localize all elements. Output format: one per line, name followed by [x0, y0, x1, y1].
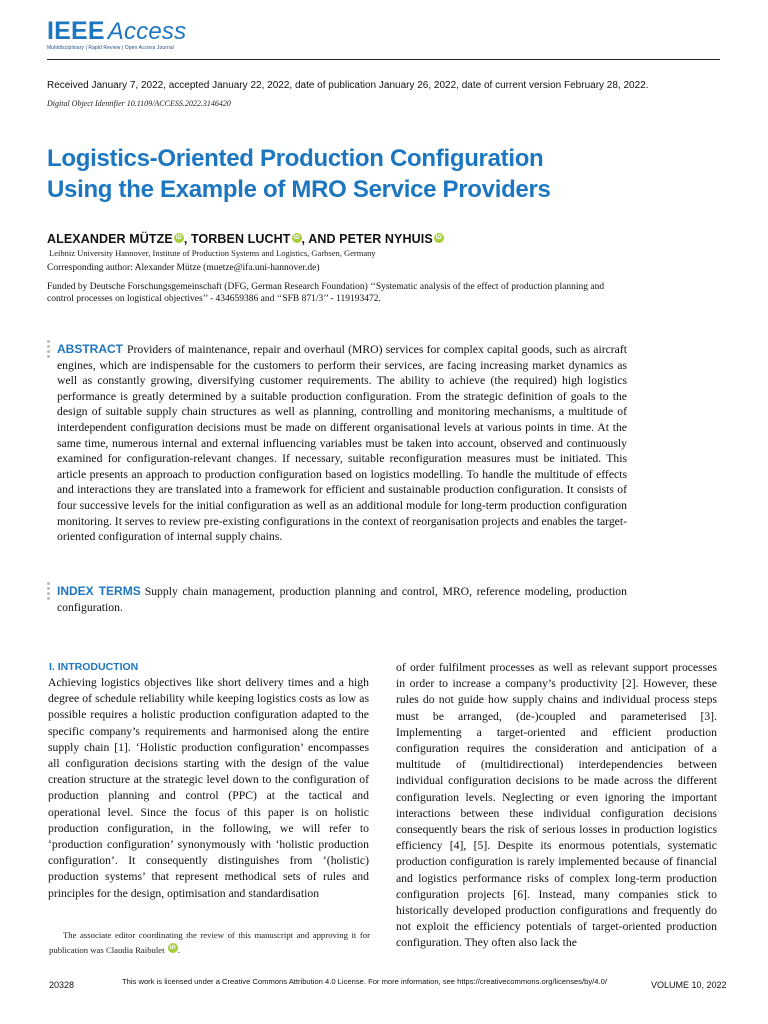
page-number: 20328: [49, 980, 75, 990]
body-column-right: of order fulfilment processes as well as relevant support processes in order to increase a company’s productivity [2]. However, these rules do not guide how supply chains and individual process steps must be arranged, (de-)coupled and parameterised [3]. Implementing a target-oriented and efficient production configuration requires the consideration and anticipation of a multitude of (multidirectional) interdependencies between individual configuration decisions to be made across the different configuration levels. Neglecting or even ignoring the important interactions between these individual configuration decisions consequently bears the risk of serious losses in production logistics efficiency [4], [5]. Despite its enormous potentials, systematic production configuration is rarely implemented because of financial and logistics performance risks of complex long-term production configuration projects [6]. Instead, many companies stick to historically developed production configurations and frequently do not exploit the efficiency potentials of target-oriented production configuration. They often also lack the: [396, 661, 717, 950]
abstract-label: ABSTRACT: [57, 342, 123, 356]
doi-line: Digital Object Identifier 10.1109/ACCESS.2022.3146420: [47, 99, 231, 108]
journal-tagline: Multidisciplinary | Rapid Review | Open Access Journal: [47, 45, 174, 51]
orcid-icon[interactable]: iD: [175, 235, 182, 241]
index-terms: [57, 584, 627, 615]
received-dates: Received January 7, 2022, accepted January 22, 2022, date of publication January 26, 2022, date of current version February 28, 2022.: [47, 80, 649, 91]
license-notice[interactable]: This work is licensed under a Creative Commons Attribution 4.0 License. For more information, see https://creativecommons.org/licenses/by/4.0/: [122, 977, 607, 986]
affiliation: Leibniz University Hannover, Institute of Production Systems and Logistics, Garbsen, Germany: [49, 248, 376, 258]
editor-footnote: The associate editor coordinating the review of this manuscript and approving it for publication was Claudia Raibulet iD .: [49, 930, 370, 955]
section-heading: I. INTRODUCTION: [49, 661, 139, 673]
abstract-dots-icon: [47, 340, 50, 360]
abstract: [57, 342, 627, 545]
abstract-text: Providers of maintenance, repair and overhaul (MRO) services for complex capital goods, such as aircraft engines, which are indispensable for the customers to perform their services, are facing increasing market dynamics as well as constantly growing, diversifying customer requirements. The ability to achieve (the required) high logistics performance is greatly determined by a suitable production configuration. From the strategic definition of goals to the design of suitable supply chain structures as well as planning, controlling and monitoring mechanisms, a multitude of interdependent configuration decisions must be made on different organisational levels at various points in time. At the same time, numerous internal and external influencing variables must be taken into account, observed and continuously examined for configuration-relevant changes. If necessary, suitable reconfiguration measures must be initiated. This article presents an approach to production configuration based on logistics modelling. To handle the multitude of effects and interactions they are translated into a framework for efficient and sustainable production configuration. It consists of four successive levels for the initial configuration as well as an additional module for long-term production configuration monitoring. It serves to review pre-existing configurations in the context of reorganisation projects and enables the target-oriented configuration of internal supply chains.: [57, 343, 627, 544]
footnote-text: The associate editor coordinating the review of this manuscript and approving it for publication was Claudia Raibulet: [49, 930, 370, 955]
logo-access-text: Access: [107, 18, 187, 45]
author-list: [47, 232, 444, 246]
title-line-1: Logistics-Oriented Production Configuration: [47, 145, 544, 172]
volume-label: VOLUME 10, 2022: [651, 980, 727, 990]
ieee-access-logo: [47, 19, 186, 44]
index-terms-text: Supply chain management, production planning and control, MRO, reference modeling, production configuration.: [57, 585, 627, 614]
author-1: ALEXANDER MÜTZE: [47, 232, 173, 246]
orcid-icon[interactable]: iD: [435, 235, 442, 241]
index-terms-dots-icon: [47, 582, 50, 602]
index-terms-label: INDEX TERMS: [57, 584, 141, 598]
orcid-icon[interactable]: iD: [293, 235, 300, 241]
author-3: , AND PETER NYHUIS: [301, 232, 433, 246]
orcid-icon[interactable]: iD: [169, 945, 176, 951]
author-2: , TORBEN LUCHT: [183, 232, 291, 246]
corresponding-author: Corresponding author: Alexander Mütze (muetze@ifa.uni-hannover.de): [47, 263, 320, 273]
funding-statement: Funded by Deutsche Forschungsgemeinschaft (DFG, German Research Foundation) ‘‘Systematic analysis of the effect of production planning and control processes on logistical objectives’’ - 434659386 and ‘‘SFB 871/3’’ - 119193472.: [47, 282, 605, 304]
body-column-left: Achieving logistics objectives like short delivery times and a high degree of schedule reliability while keeping logistics costs as low as possible requires a holistic production configuration adapted to the specific company’s requirements and harmonised along the entire supply chain [1]. ‘Holistic production configuration’ encompasses all configuration decisions starting with the design of the value creation structure at the strategic level down to the configuration of production planning and control (PPC) at the tactical and operational level. Since the focus of this paper is on holistic production configuration, in the following, we will refer to ‘production configuration’ synonymously with ‘holistic production configuration’. It consequently distinguishes from ‘(holistic) production systems’ that represent methodical sets of rules and principles for the design, optimisation and standardisation: [48, 676, 369, 900]
title-line-2: Using the Example of MRO Service Providers: [47, 176, 551, 203]
paper-title: [47, 143, 727, 205]
header-rule: [47, 59, 720, 60]
logo-ieee-text: IEEE: [47, 17, 105, 45]
